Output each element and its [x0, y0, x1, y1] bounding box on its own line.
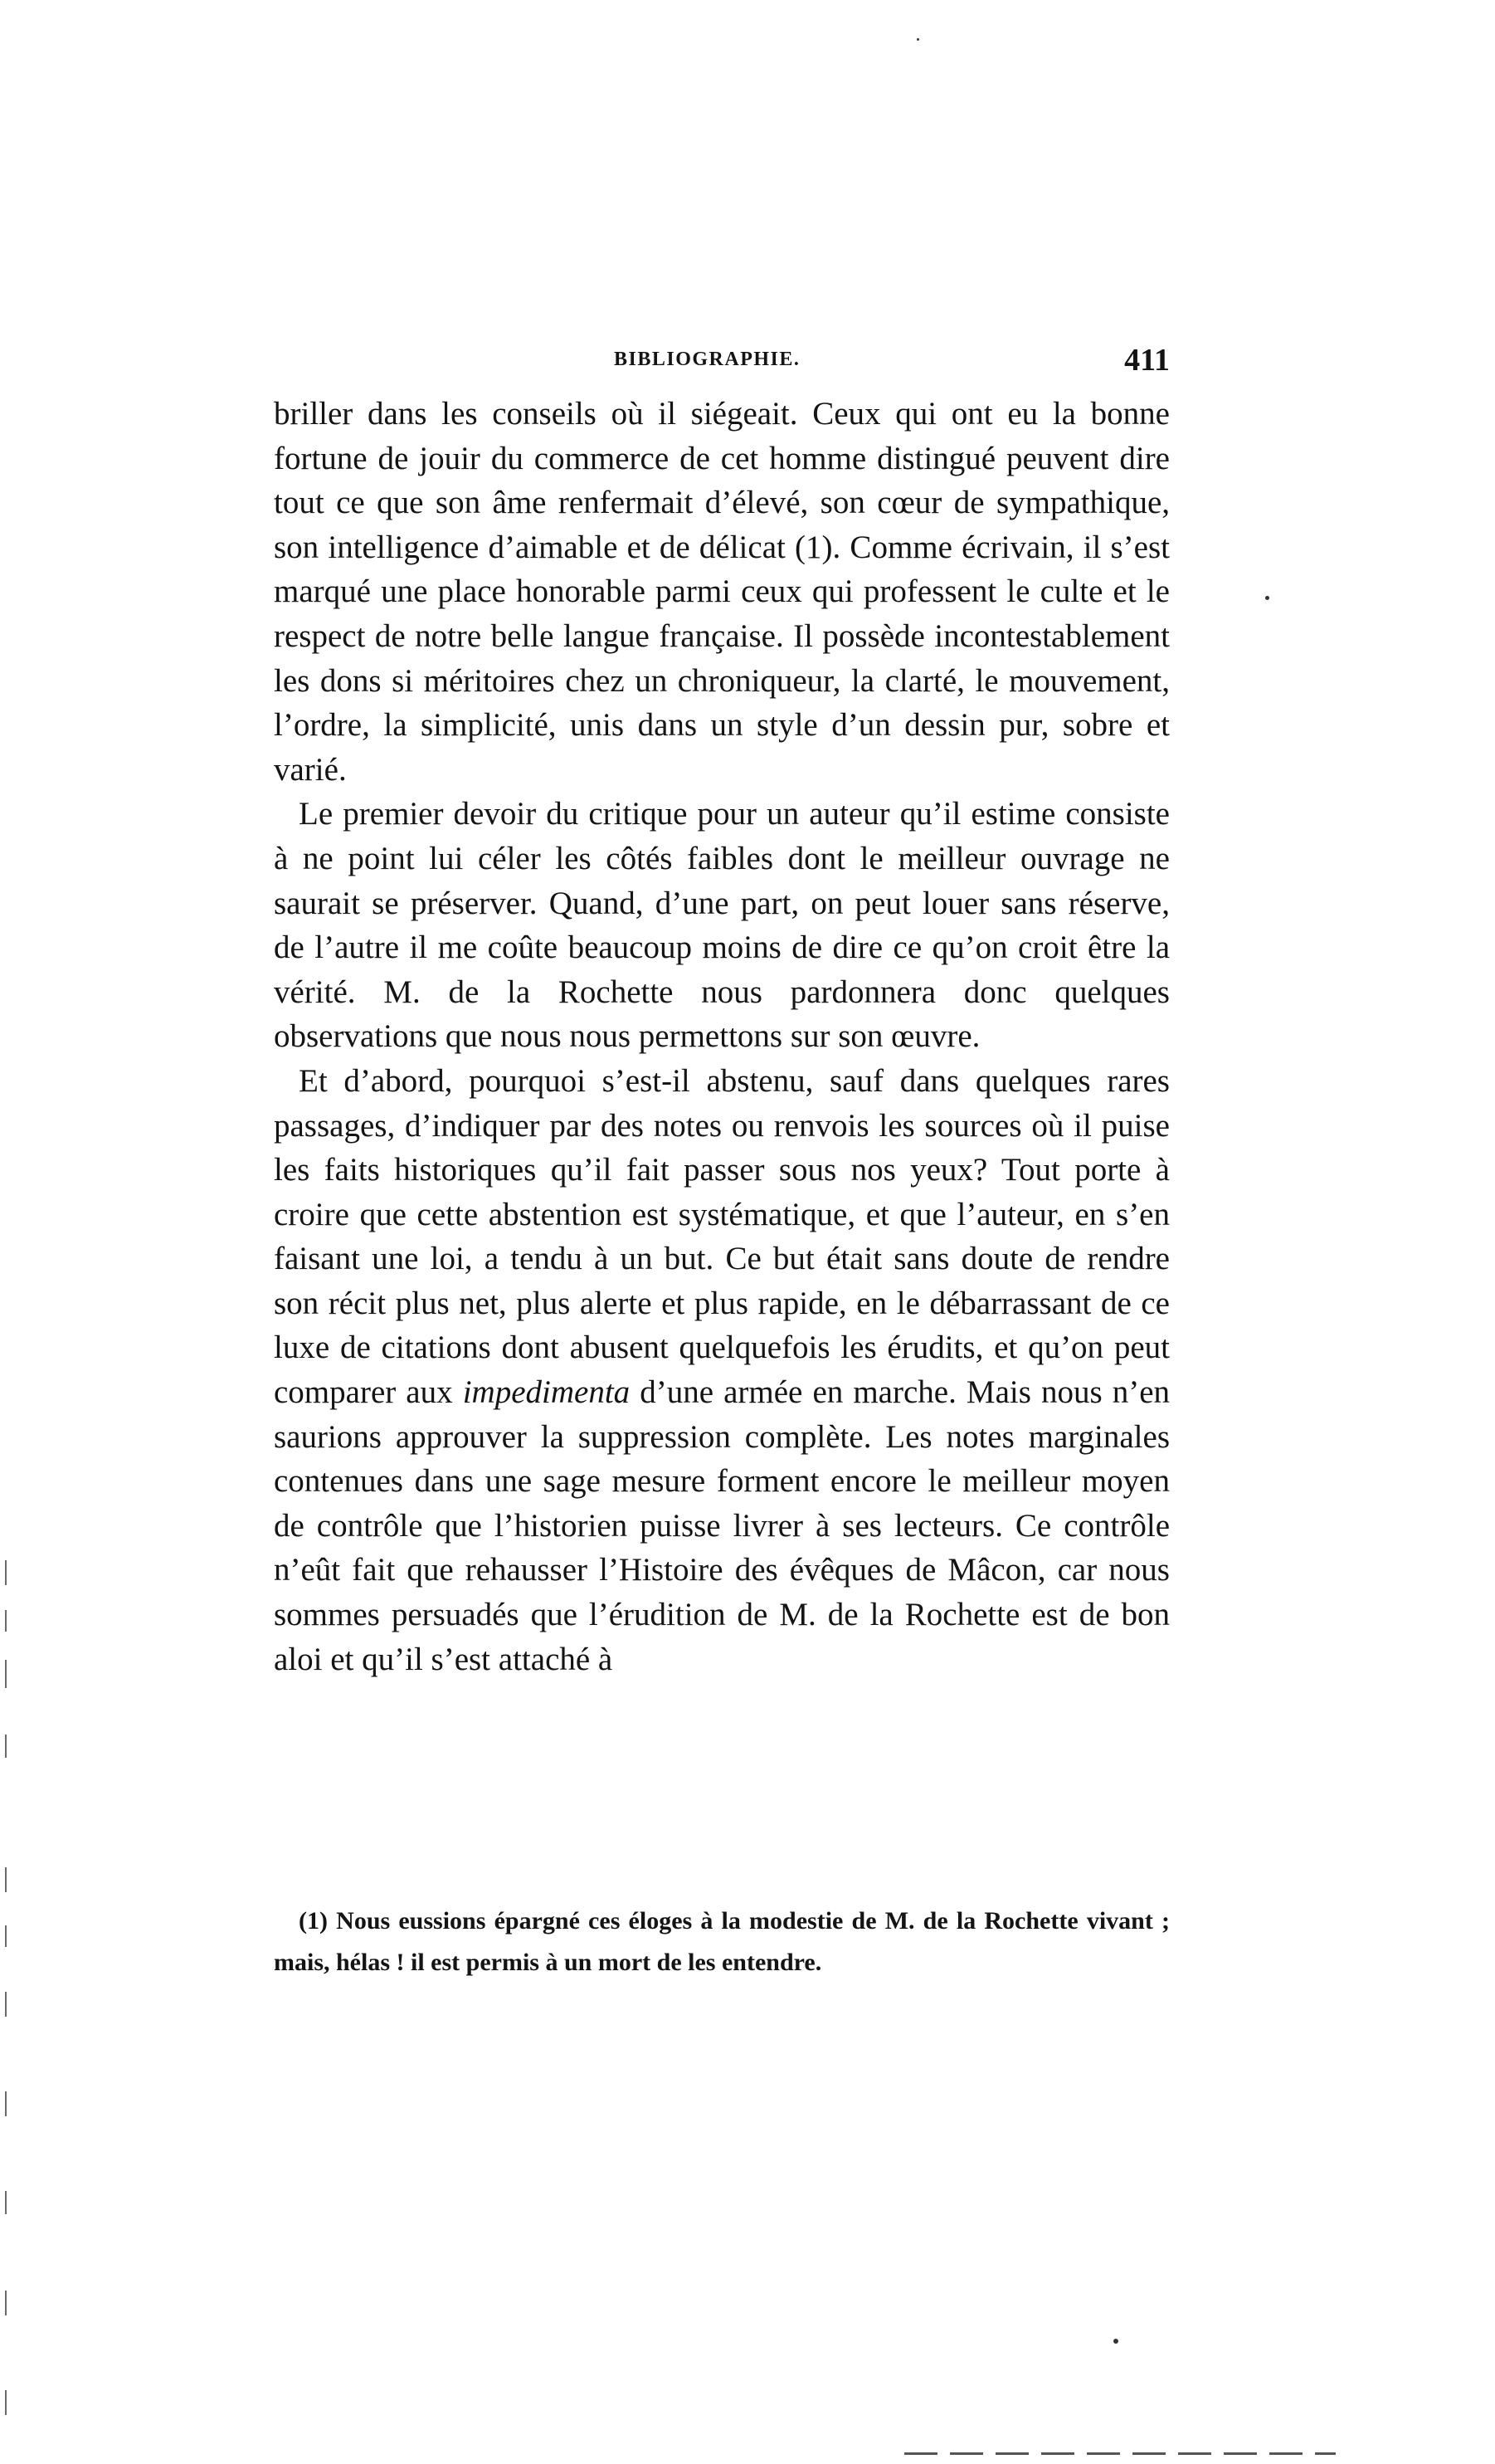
- scan-speck: [917, 38, 919, 41]
- scan-mark: [5, 2191, 7, 2214]
- scan-mark: [5, 1867, 7, 1892]
- scan-mark: [5, 2091, 7, 2116]
- scan-mark: [5, 1610, 7, 1632]
- scan-speck: [1265, 596, 1269, 600]
- scan-mark: [5, 1560, 7, 1585]
- running-header: [274, 343, 1170, 380]
- page-number: 411: [1124, 343, 1170, 378]
- scan-mark: [5, 1925, 7, 1947]
- scan-mark: [5, 1992, 7, 2017]
- scan-bottom-rule: [904, 2452, 1336, 2455]
- scan-speck: [1113, 2339, 1118, 2344]
- italic-term: impedimenta: [462, 1374, 631, 1411]
- scan-mark: [5, 1735, 7, 1758]
- paragraph-3-text-a: Et d’abord, pourquoi s’est-il abstenu, sauf dans quelques rares passages, d’indiquer par des notes ou renvois les sources où il puise les faits historiques qu’il fait passer sous nos yeux? Tout porte à croire que cette abstention est systématique, et que l’auteur, en s’en faisant une loi, a tendu à un but. Ce but était sans doute de rendre son récit plus net, plus alerte et plus rapide, en le débarrassant de ce luxe de citations dont abusent quelquefois les érudits, et qu’on peut comparer aux: [274, 1062, 1170, 1411]
- scan-mark: [5, 2390, 7, 2415]
- body-text: [274, 392, 1170, 1681]
- paragraph-1: briller dans les conseils où il siégeait. Ceux qui ont eu la bonne fortune de jouir du commerce de cet homme distingué peuvent dire tout ce que son âme renfermait d’élevé, son cœur de sympathique, son intelligence d’aimable et de délicat (1). Comme écrivain, il s’est marqué une place honorable parmi ceux qui professent le culte et le respect de notre belle langue française. Il possède incontestablement les dons si méritoires chez un chroniqueur, la clarté, le mouvement, l’ordre, la simplicité, unis dans un style d’un dessin pur, sobre et varié.: [274, 396, 1170, 788]
- paragraph-2: Le premier devoir du critique pour un auteur qu’il estime consiste à ne point lui céler les côtés faibles dont le meilleur ouvrage ne saurait se préserver. Quand, d’une part, on peut louer sans réserve, de l’autre il me coûte beaucoup moins de dire ce qu’on croit être la vérité. M. de la Rochette nous pardonnera donc quelques observations que nous nous permettons sur son œuvre.: [274, 796, 1170, 1055]
- paragraph-3: [274, 1059, 1170, 1681]
- running-title: BIBLIOGRAPHIE.: [614, 349, 801, 370]
- scan-mark: [5, 1660, 7, 1688]
- paragraph-3-text-b: d’une armée en marche. Mais nous n’en saurions approuver la suppression complète. Les notes marginales contenues dans une sage mesure forment encore le meilleur moyen de contrôle que l’historien puisse livrer à ses lecteurs. Ce contrôle n’eût fait que rehausser l’Histoire des évêques de Mâcon, car nous sommes persuadés que l’érudition de M. de la Rochette est de bon aloi et qu’il s’est attaché à: [274, 1374, 1171, 1677]
- footnote: [274, 1900, 1170, 1983]
- footnote-text: (1) Nous eussions épargné ces éloges à la modestie de M. de la Rochette vivant ; mais, hélas ! il est permis à un mort de les entendre.: [274, 1907, 1170, 1976]
- scan-mark: [5, 2291, 7, 2315]
